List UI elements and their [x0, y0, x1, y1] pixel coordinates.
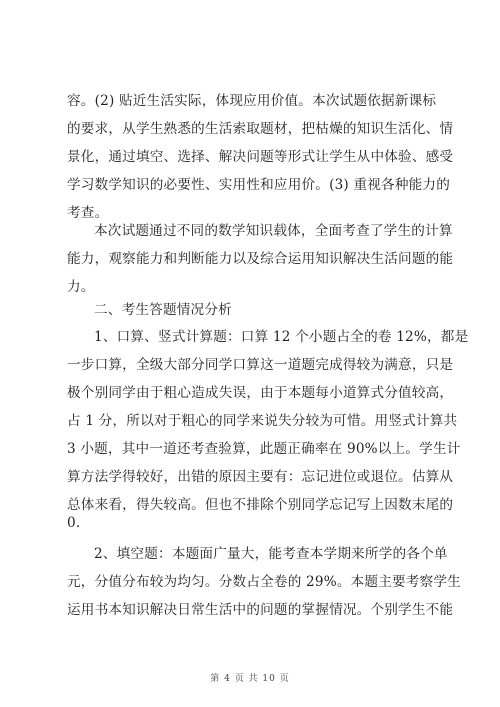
text-line: 2、填空题：本题面广量大，能考查本学期来所学的各个单: [94, 546, 448, 562]
text-line: 算方法学得较好，出错的原因主要有：忘记进位或退位。估算从: [67, 469, 454, 485]
page-footer: 第 4 页 共 10 页: [210, 674, 290, 684]
text-line: 景化，通过填空、选择、解决问题等形式让学生从中体验、感受: [67, 149, 454, 165]
text-line: 的要求，从学生熟悉的生活索取题材，把枯燥的知识生活化、情: [67, 121, 454, 137]
text-line: 0.: [67, 515, 81, 531]
text-line: 3 小题，其中一道还考查验算，此题正确率在 90%以上。学生计: [67, 441, 461, 457]
text-line: 一步口算，全级大部分同学口算这一道题完成得较为满意，只是: [67, 357, 454, 373]
text-line: 力。: [67, 279, 95, 295]
text-line: 占 1 分，所以对于粗心的同学来说失分较为可惜。用竖式计算共: [67, 413, 458, 429]
text-line: 运用书本知识解决日常生活中的问题的掌握情况。个别学生不能: [67, 602, 454, 618]
text-line: 元，分值分布较为均匀。分数占全卷的 29%。本题主要考察学生: [67, 574, 461, 590]
section-heading: 二、考生答题情况分析: [94, 302, 232, 318]
text-line: 能力，观察能力和判断能力以及综合运用知识解决生活问题的能: [67, 251, 454, 267]
text-line: 极个别同学由于粗心造成失误，由于本题每小道算式分值较高，: [67, 385, 454, 401]
text-line: 1、口算、竖式计算题：口算 12 个小题占全的卷 12%，都是: [94, 329, 469, 345]
text-line: 本次试题通过不同的数学知识载体，全面考查了学生的计算: [94, 223, 453, 239]
text-line: 总体来看，得失较高。但也不排除个别同学忘记写上因数末尾的: [67, 497, 454, 513]
text-line: 容。(2) 贴近生活实际，体现应用价值。本次试题依据新课标: [67, 93, 437, 109]
text-line: 考查。: [67, 205, 109, 221]
text-line: 学习数学知识的必要性、实用性和应用价。(3) 重视各种能力的: [67, 177, 451, 193]
